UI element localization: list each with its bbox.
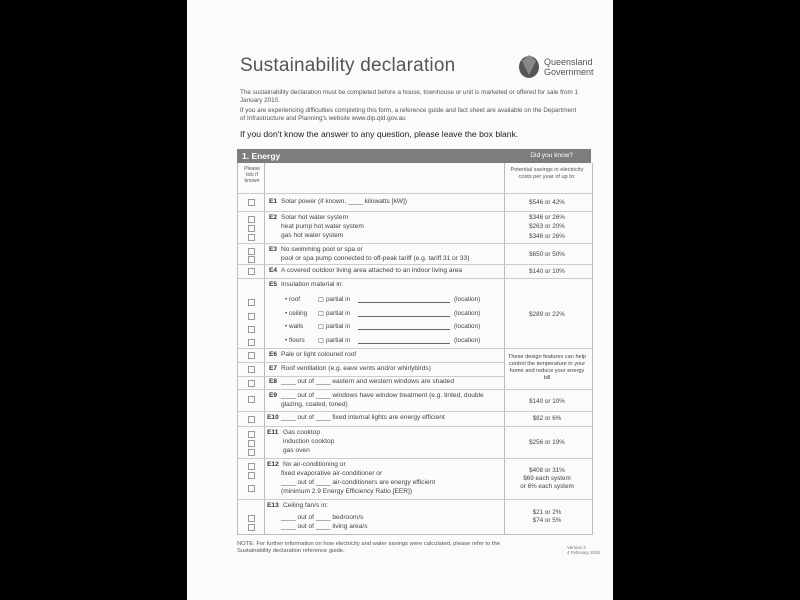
e6-code: E6 xyxy=(269,351,278,358)
e5-walls-partial-box[interactable]: ☐ xyxy=(318,324,324,331)
e13-saving-2: $74 or 5% xyxy=(532,517,562,524)
e13-saving-1: $21 or 2% xyxy=(532,509,562,516)
e5-ceiling-label: • ceiling xyxy=(285,310,308,317)
e5-walls-partial-label: partial in xyxy=(326,323,351,330)
e8-code: E8 xyxy=(269,378,278,385)
e7-label: Roof ventilation (e.g. eave vents and/or whirlybirds) xyxy=(281,365,431,372)
row-divider xyxy=(238,264,592,265)
page-title: Sustainability declaration xyxy=(240,55,456,76)
e10-label: ____ out of ____ fixed internal lights are energy efficient xyxy=(281,414,445,421)
e5-roof-label: • roof xyxy=(285,296,301,303)
e11-code: E11 xyxy=(267,429,279,436)
e12-code: E12 xyxy=(267,461,279,468)
e12-line-3: ____ out of ____ air-conditioners are energy efficient xyxy=(281,479,436,486)
e13-label: Ceiling fan/s in: xyxy=(283,502,329,509)
e3-line-2: pool or spa pump connected to off-peak tariff (e.g. tariff 31 or 33) xyxy=(281,255,470,262)
e11-saving: $256 or 19% xyxy=(529,439,565,446)
e10-code: E10 xyxy=(267,414,279,421)
e11-induction-checkbox[interactable] xyxy=(248,440,255,447)
e13-line-2: ____ out of ____ living area/s xyxy=(281,523,368,530)
e3-line-1: No swimming pool or spa or xyxy=(281,246,363,253)
row-divider xyxy=(238,426,592,427)
e5-ceiling-partial-label: partial in xyxy=(326,310,351,317)
e4-label: A covered outdoor living area attached to an indoor living area xyxy=(281,267,463,274)
version-date: 4 February 2010 xyxy=(567,550,601,555)
row-divider xyxy=(238,278,592,279)
e9-code: E9 xyxy=(269,392,278,399)
e9-line-1: ____ out of ____ windows have window treatment (e.g. tinted, double xyxy=(281,392,484,399)
e6-checkbox[interactable] xyxy=(248,352,255,359)
e1-saving: $546 or 42% xyxy=(529,199,565,206)
e5-floors-location: (location) xyxy=(454,337,481,344)
e1-checkbox[interactable] xyxy=(248,199,255,206)
e5-roof-location-line[interactable] xyxy=(358,301,450,303)
e7-checkbox[interactable] xyxy=(248,366,255,373)
row-divider xyxy=(238,499,592,500)
form-page xyxy=(187,0,613,600)
e10-checkbox[interactable] xyxy=(248,416,255,423)
e13-line-1: ____ out of ____ bedroom/s xyxy=(281,514,364,521)
logo-line2: Government xyxy=(544,67,594,77)
e2-solar-checkbox[interactable] xyxy=(248,216,255,223)
row-divider xyxy=(238,193,592,194)
e4-checkbox[interactable] xyxy=(248,268,255,275)
e12-line-4: (minimum 2.9 Energy Efficiency Ratio [EER]) xyxy=(281,488,413,495)
e3-offpeak-checkbox[interactable] xyxy=(248,256,255,263)
e4-saving: $140 or 10% xyxy=(529,268,565,275)
e12-saving-3: or 6% each system xyxy=(520,483,574,490)
e5-floors-partial-label: partial in xyxy=(326,337,351,344)
e5-label: Insulation material in: xyxy=(281,281,344,288)
e3-code: E3 xyxy=(269,246,278,253)
e2-saving-2: $263 or 20% xyxy=(529,223,565,230)
e5-walls-location: (location) xyxy=(454,323,481,330)
e11-line-1: Gas cooktop xyxy=(283,429,321,436)
e12-line-1: No air-conditioning or xyxy=(283,461,346,468)
e5-floors-checkbox[interactable] xyxy=(248,339,255,346)
e6-label: Pale or light coloured roof xyxy=(281,351,357,358)
e3-no-pool-checkbox[interactable] xyxy=(248,248,255,255)
row-divider xyxy=(238,348,592,349)
e9-checkbox[interactable] xyxy=(248,396,255,403)
e12-evaporative-checkbox[interactable] xyxy=(248,472,255,479)
intro-paragraph-2: If you are experiencing difficulties completing this form, a reference guide and fact sheet are available on the Department of Infrastructure and Planning's website www.dip.qld.gov.au xyxy=(240,107,577,122)
e2-saving-1: $346 or 26% xyxy=(529,214,565,221)
design-features-note: These design features can help control the temperature in your home and reduce your energy bill xyxy=(507,354,587,381)
e5-roof-partial-box[interactable]: ☐ xyxy=(318,297,324,304)
e12-line-2: fixed evaporative air-conditioner or xyxy=(281,470,383,477)
e5-ceiling-location-line[interactable] xyxy=(358,315,450,317)
section-header-energy xyxy=(237,149,591,163)
e5-walls-checkbox[interactable] xyxy=(248,326,255,333)
e2-code: E2 xyxy=(269,214,278,221)
section-title: 1. Energy xyxy=(242,151,281,161)
e5-roof-location: (location) xyxy=(454,296,481,303)
e12-no-ac-checkbox[interactable] xyxy=(248,463,255,470)
logo-line1: Queensland xyxy=(544,57,593,67)
e5-roof-checkbox[interactable] xyxy=(248,299,255,306)
e12-saving-2: $69 each system xyxy=(523,475,571,482)
e5-roof-partial-label: partial in xyxy=(326,296,351,303)
row-divider xyxy=(238,211,592,212)
e5-floors-location-line[interactable] xyxy=(358,342,450,344)
e3-saving: $650 or 50% xyxy=(529,251,565,258)
row-divider xyxy=(238,458,592,459)
e5-saving: $289 or 22% xyxy=(529,311,565,318)
savings-column-header: Potential savings in electricity costs per year of up to: xyxy=(510,167,584,180)
did-you-know-label: Did you know? xyxy=(530,152,573,159)
crest-icon xyxy=(517,53,541,79)
intro-paragraph-1: The sustainability declaration must be completed before a house, townhouse or unit is marketed or offered for sale from 1 January 2010. xyxy=(240,89,578,104)
e2-line-3: gas hot water system xyxy=(281,232,344,239)
qld-government-logo xyxy=(517,53,607,83)
e5-walls-location-line[interactable] xyxy=(358,328,450,330)
footer-note: NOTE: For further information on how electricity and water savings were calculated, please refer to the Sustainability declaration reference guide. xyxy=(237,541,500,554)
e1-label: Solar power (if known, ____ kilowatts [kW]) xyxy=(281,198,408,205)
energy-table xyxy=(237,163,593,535)
e5-ceiling-partial-box[interactable]: ☐ xyxy=(318,311,324,318)
row-divider xyxy=(238,243,592,244)
e1-code: E1 xyxy=(269,198,278,205)
e9-saving: $140 or 10% xyxy=(529,398,565,405)
row-divider xyxy=(238,376,504,377)
row-divider xyxy=(238,362,504,363)
e5-ceiling-checkbox[interactable] xyxy=(248,313,255,320)
e13-living-checkbox[interactable] xyxy=(248,524,255,531)
e7-code: E7 xyxy=(269,365,278,372)
instruction-hint: If you don't know the answer to any question, please leave the box blank. xyxy=(240,129,519,139)
e5-walls-label: • walls xyxy=(285,323,304,330)
e12-saving-1: $408 or 31% xyxy=(529,467,565,474)
e2-heatpump-checkbox[interactable] xyxy=(248,225,255,232)
tick-column-header: Please tick if known xyxy=(244,166,260,184)
e2-saving-3: $346 or 26% xyxy=(529,233,565,240)
row-divider xyxy=(238,389,592,390)
version-number: Version 2 xyxy=(567,545,586,550)
version-info xyxy=(567,545,600,555)
e11-line-3: gas oven xyxy=(283,447,310,454)
e2-line-1: Solar hot water system xyxy=(281,214,349,221)
e11-line-2: induction cooktop xyxy=(283,438,335,445)
e8-checkbox[interactable] xyxy=(248,380,255,387)
e10-saving: $82 or 6% xyxy=(532,415,562,422)
e5-ceiling-location: (location) xyxy=(454,310,481,317)
e5-floors-label: • floors xyxy=(285,337,305,344)
e12-efficient-checkbox[interactable] xyxy=(248,485,255,492)
e13-code: E13 xyxy=(267,502,279,509)
e5-floors-partial-box[interactable]: ☐ xyxy=(318,338,324,345)
e2-line-2: heat pump hot water system xyxy=(281,223,364,230)
e8-label: ____ out of ____ eastern and western windows are shaded xyxy=(281,378,455,385)
e2-gas-checkbox[interactable] xyxy=(248,234,255,241)
e5-code: E5 xyxy=(269,281,278,288)
e9-line-2: glazing, coated, toned) xyxy=(281,401,348,408)
row-divider xyxy=(238,411,592,412)
e13-bedroom-checkbox[interactable] xyxy=(248,515,255,522)
e4-code: E4 xyxy=(269,267,278,274)
e11-gas-cooktop-checkbox[interactable] xyxy=(248,431,255,438)
e11-gas-oven-checkbox[interactable] xyxy=(248,449,255,456)
